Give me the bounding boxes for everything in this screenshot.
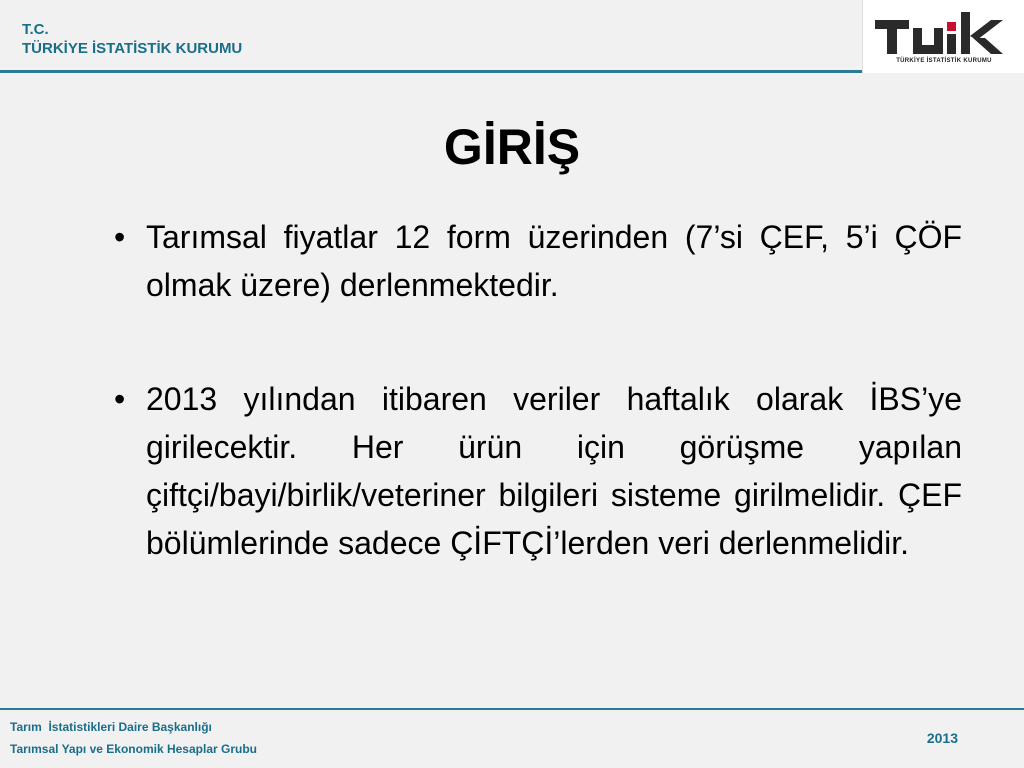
- bullet-list: [108, 213, 962, 567]
- bullet-item: [108, 375, 962, 567]
- bullet-marker: •: [114, 219, 126, 255]
- bullet-item: [108, 213, 962, 309]
- org-line-2: TÜRKİYE İSTATİSTİK KURUMU: [22, 40, 243, 57]
- tuik-logo: [862, 0, 1024, 73]
- footer-line-2: Tarımsal Yapı ve Ekonomik Hesaplar Grubu: [10, 742, 257, 756]
- logo-caption: TÜRKİYE İSTATİSTİK KURUMU: [896, 58, 992, 64]
- footer-year: 2013: [926, 730, 958, 746]
- footer-line-1: Tarım İstatistikleri Daire Başkanlığı: [10, 720, 212, 734]
- org-line-1: T.C.: [22, 21, 49, 38]
- footer-department: [10, 716, 257, 760]
- bullet-text: 2013 yılından itibaren veriler haftalık olarak İBS’ye girilecektir. Her ürün için görüşme yapılan çiftçi/bayi/birlik/veteriner bilgileri sisteme girilmelidir. ÇEF bölümlerinde sadece ÇİFTÇİ’lerden veri derlenmelidir.: [146, 381, 962, 561]
- header-divider: [0, 70, 862, 73]
- footer-divider: [0, 708, 1024, 710]
- slide-title: GİRİŞ: [443, 119, 581, 175]
- bullet-marker: •: [114, 381, 126, 417]
- bullet-text: Tarımsal fiyatlar 12 form üzerinden (7’si ÇEF, 5’i ÇÖF olmak üzere) derlenmektedir.: [146, 219, 962, 303]
- organization-header: [22, 20, 242, 58]
